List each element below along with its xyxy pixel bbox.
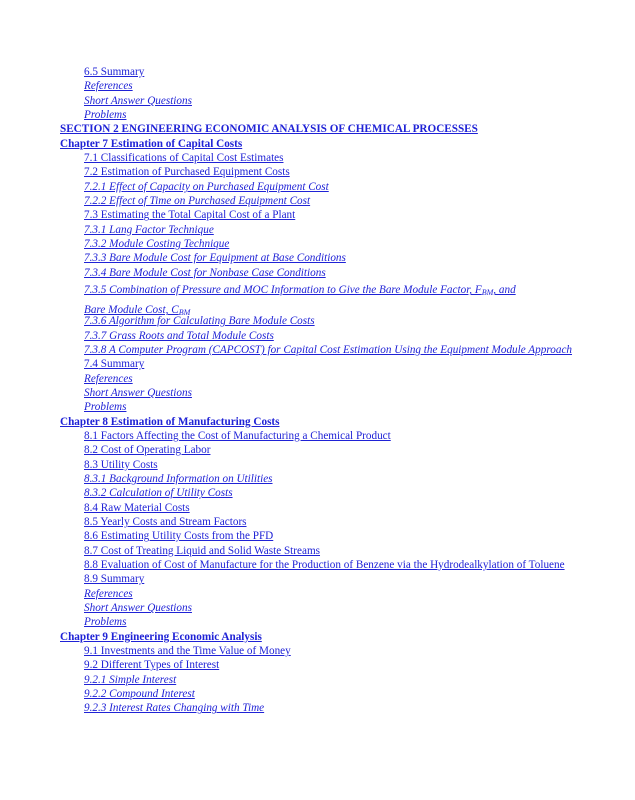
toc-entry[interactable] [0, 572, 635, 586]
toc-entry[interactable] [0, 472, 635, 486]
toc-link[interactable]: 8.9 Summary [84, 573, 145, 586]
toc-entry[interactable] [0, 237, 635, 251]
toc-entry-7-3-5[interactable] [0, 280, 635, 318]
toc-entry[interactable] [0, 630, 635, 644]
toc-link[interactable]: 8.5 Yearly Costs and Stream Factors [84, 515, 247, 528]
toc-entry[interactable] [0, 357, 635, 371]
toc-entry[interactable] [0, 658, 635, 672]
toc-entry[interactable] [0, 266, 635, 280]
toc-link[interactable]: Chapter 7 Estimation of Capital Costs [60, 137, 243, 150]
toc-entry[interactable] [0, 429, 635, 443]
toc-link[interactable]: 8.6 Estimating Utility Costs from the PFD [84, 530, 274, 543]
toc-link[interactable]: 7.4 Summary [84, 358, 145, 371]
toc-link[interactable]: 9.2.2 Compound Interest [84, 688, 195, 701]
toc-link[interactable]: 7.2.2 Effect of Time on Purchased Equipment Cost [84, 195, 311, 208]
toc-entry[interactable] [0, 486, 635, 500]
toc-link[interactable]: 7.3.2 Module Costing Technique [84, 238, 230, 251]
toc-link[interactable]: 7.1 Classifications of Capital Cost Estimates [84, 152, 284, 165]
toc-link[interactable]: References [84, 372, 133, 385]
toc-entry[interactable] [0, 194, 635, 208]
toc-link[interactable]: 9.2 Different Types of Interest [84, 659, 220, 672]
toc-link[interactable]: 8.1 Factors Affecting the Cost of Manufacturing a Chemical Product [84, 429, 391, 442]
toc-link[interactable]: SECTION 2 ENGINEERING ECONOMIC ANALYSIS OF CHEMICAL PROCESSES [60, 123, 478, 136]
toc-link[interactable]: 8.2 Cost of Operating Labor [84, 444, 211, 457]
toc-link[interactable]: 8.7 Cost of Treating Liquid and Solid Waste Streams [84, 544, 321, 557]
toc-link[interactable]: Short Answer Questions [84, 386, 192, 399]
toc-link[interactable]: Problems [84, 401, 127, 414]
toc-link[interactable]: Short Answer Questions [84, 94, 192, 107]
toc-entry[interactable] [0, 501, 635, 515]
toc-entry[interactable] [0, 443, 635, 457]
toc-entry[interactable] [0, 372, 635, 386]
toc-entry[interactable] [0, 701, 635, 715]
toc-entry-8-8[interactable] [0, 558, 580, 572]
toc-link[interactable]: Chapter 9 Engineering Economic Analysis [60, 630, 262, 643]
toc-link[interactable]: 7.3.1 Lang Factor Technique [84, 223, 214, 236]
toc-link[interactable]: 8.3.2 Calculation of Utility Costs [84, 487, 233, 500]
toc-link[interactable]: 7.3 Estimating the Total Capital Cost of a Plant [84, 209, 296, 222]
toc-link[interactable]: 8.3 Utility Costs [84, 458, 158, 471]
toc-entry[interactable] [0, 601, 635, 615]
toc-entry[interactable] [0, 515, 635, 529]
toc-entry[interactable] [0, 122, 635, 136]
toc-link[interactable]: 7.2 Estimation of Purchased Equipment Costs [84, 166, 290, 179]
toc-entry[interactable] [0, 251, 635, 265]
toc-link[interactable]: References [84, 80, 133, 93]
toc-entry[interactable] [0, 458, 635, 472]
toc-entry[interactable] [0, 587, 635, 601]
toc-entry[interactable] [0, 314, 635, 328]
toc-link[interactable]: 7.3.8 A Computer Program (CAPCOST) for Capital Cost Estimation Using the Equipment Module Approach [84, 343, 573, 356]
toc-entry[interactable] [0, 687, 635, 701]
toc-link[interactable]: 7.2.1 Effect of Capacity on Purchased Equipment Cost [84, 180, 329, 193]
toc-entry[interactable] [0, 223, 635, 237]
toc-link[interactable]: Problems [84, 616, 127, 629]
toc-entry-7-3-8[interactable] [0, 343, 580, 357]
toc-entry[interactable] [0, 151, 635, 165]
toc-entry[interactable] [0, 65, 635, 79]
toc-entry[interactable] [0, 208, 635, 222]
toc-entry[interactable] [0, 137, 635, 151]
toc-entry[interactable] [0, 329, 635, 343]
toc-link[interactable]: 8.4 Raw Material Costs [84, 501, 190, 514]
toc-entry[interactable] [0, 644, 635, 658]
toc-entry[interactable] [0, 165, 635, 179]
toc-entry[interactable] [0, 108, 635, 122]
toc-link[interactable]: 8.8 Evaluation of Cost of Manufacture for the Production of Benzene via the Hydrodealkylation of Toluene [84, 559, 565, 571]
toc-link[interactable]: 7.3.5 Combination of Pressure and MOC Information to Give the Bare Module Factor, $F_{BM}$, and Bare Module Cost, $C_{BM}$ [84, 284, 516, 318]
toc-link[interactable]: 6.5 Summary [84, 66, 145, 78]
toc-entry[interactable] [0, 529, 635, 543]
toc-link[interactable]: 7.3.6 Algorithm for Calculating Bare Module Costs [84, 315, 315, 328]
toc-entry[interactable] [0, 79, 635, 93]
toc-link[interactable]: 9.1 Investments and the Time Value of Money [84, 645, 291, 658]
toc-link[interactable]: References [84, 587, 133, 600]
table-of-contents [0, 65, 635, 716]
toc-entry[interactable] [0, 400, 635, 414]
toc-entry[interactable] [0, 180, 635, 194]
toc-entry[interactable] [0, 544, 635, 558]
toc-link[interactable]: 8.3.1 Background Information on Utilities [84, 472, 273, 485]
toc-entry[interactable] [0, 415, 635, 429]
toc-entry[interactable] [0, 673, 635, 687]
toc-link[interactable]: 9.2.1 Simple Interest [84, 673, 177, 686]
toc-link[interactable]: 9.2.3 Interest Rates Changing with Time [84, 702, 265, 715]
toc-entry[interactable] [0, 386, 635, 400]
toc-entry[interactable] [0, 615, 635, 629]
toc-link[interactable]: 7.3.7 Grass Roots and Total Module Costs [84, 329, 274, 342]
toc-entry[interactable] [0, 94, 635, 108]
toc-link[interactable]: 7.3.4 Bare Module Cost for Nonbase Case Conditions [84, 266, 326, 279]
toc-link[interactable]: Chapter 8 Estimation of Manufacturing Costs [60, 415, 280, 428]
toc-link[interactable]: Short Answer Questions [84, 602, 192, 615]
toc-link[interactable]: Problems [84, 109, 127, 122]
toc-link[interactable]: 7.3.3 Bare Module Cost for Equipment at Base Conditions [84, 252, 346, 265]
